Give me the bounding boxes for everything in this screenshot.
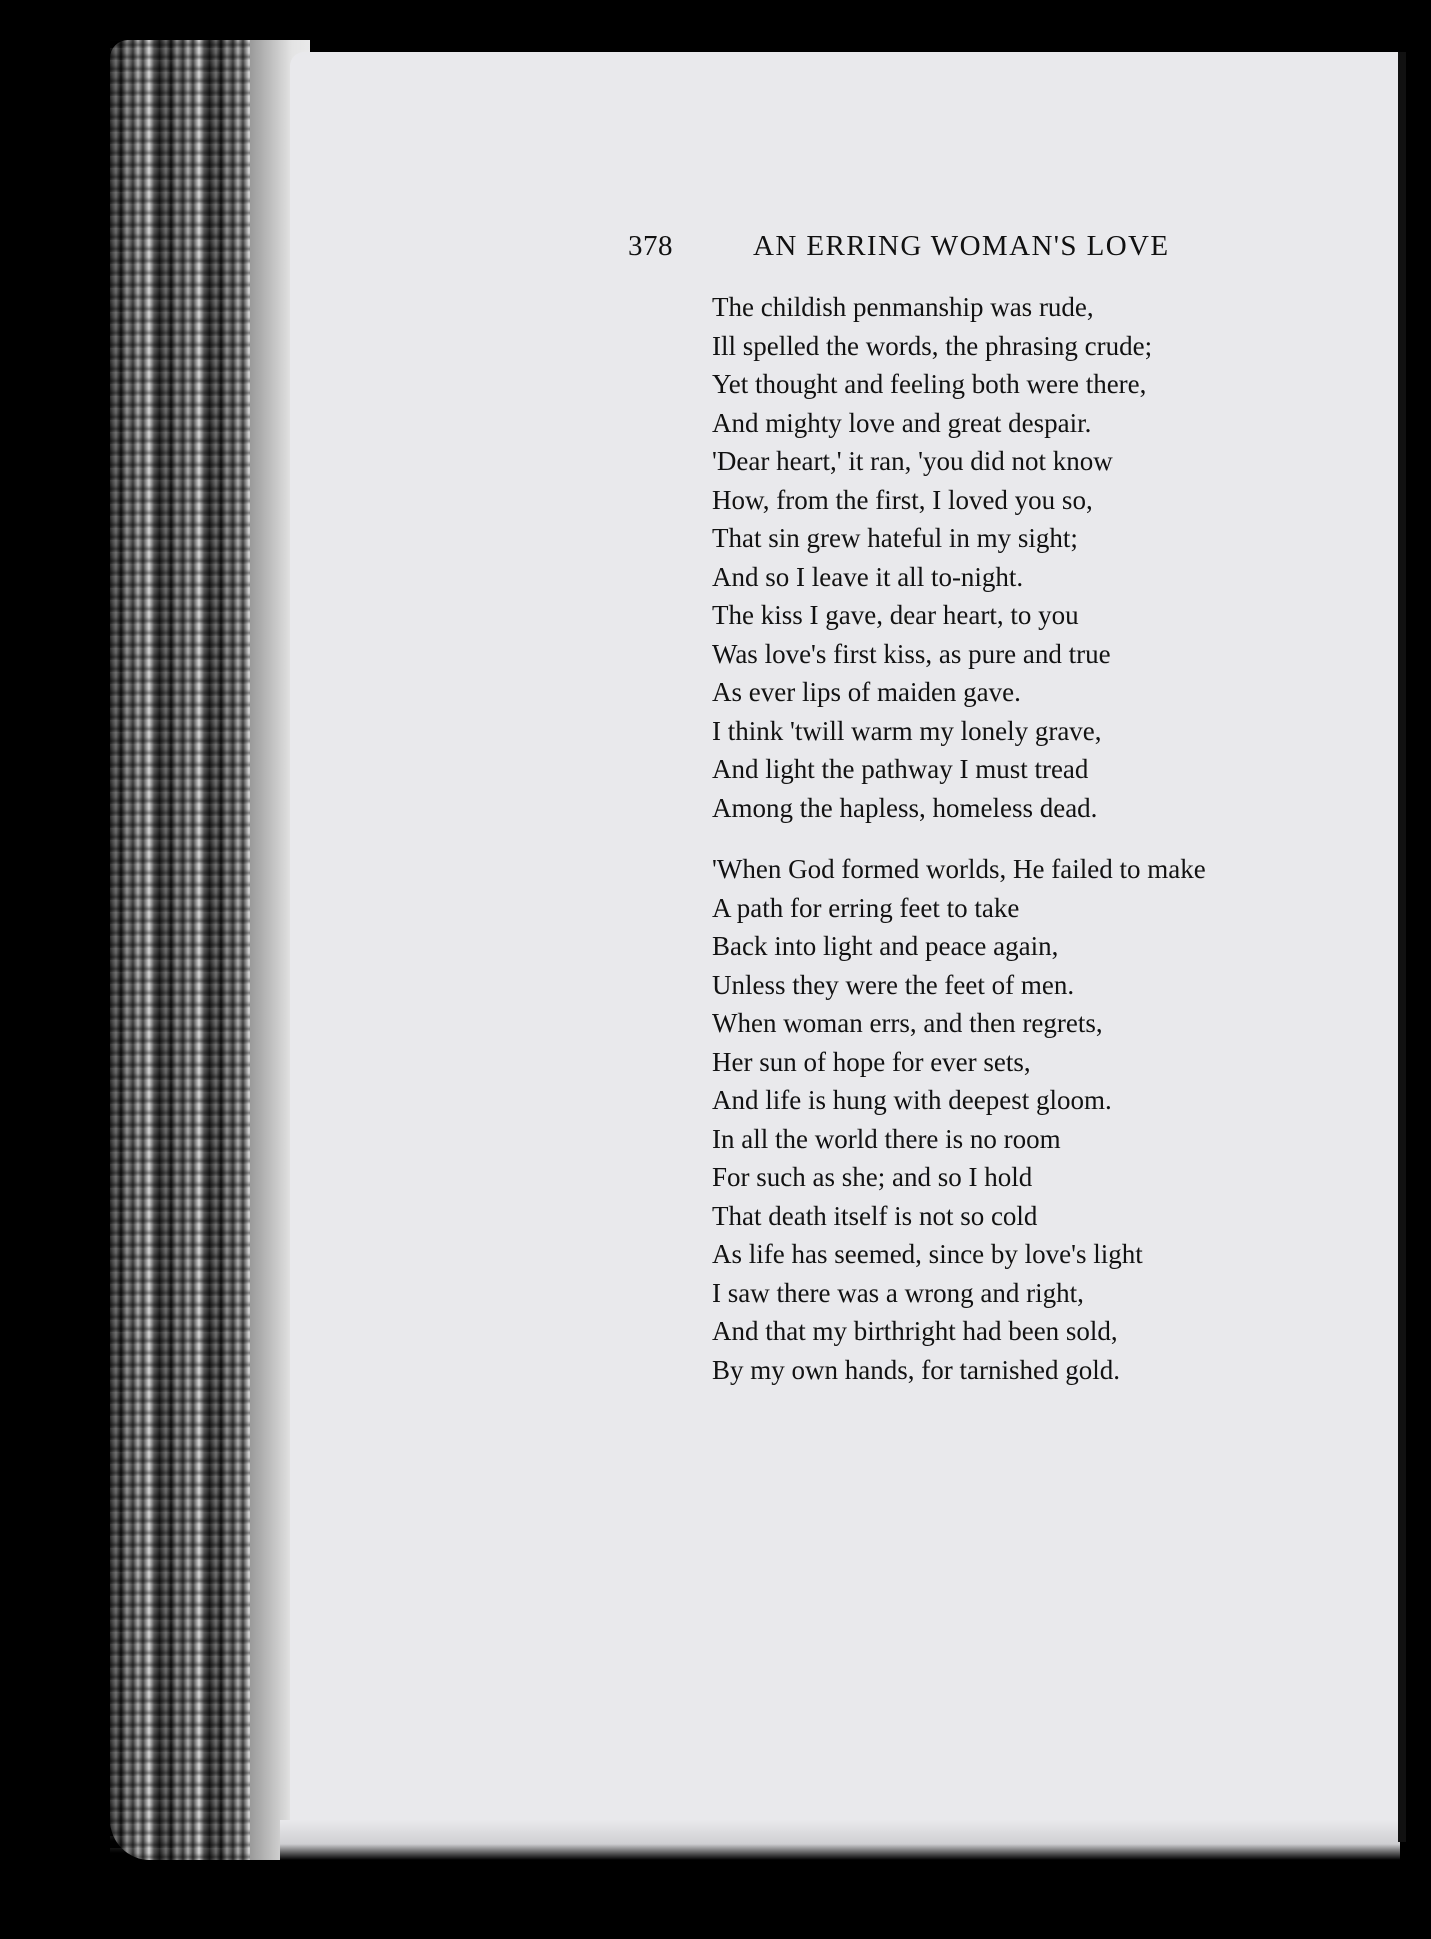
verse-line: In all the world there is no room xyxy=(712,1123,1061,1154)
verse-line: I think 'twill warm my lonely grave, xyxy=(712,715,1102,746)
verse-line: Her sun of hope for ever sets, xyxy=(712,1046,1031,1077)
verse-line: Back into light and peace again, xyxy=(712,931,1059,961)
verse-line: Among the hapless, homeless dead. xyxy=(712,792,1098,823)
verse-line: That death itself is not so cold xyxy=(712,1200,1038,1231)
verse-line: 'Dear heart,' it ran, 'you did not know xyxy=(712,446,1113,476)
verse-line: Was love's first kiss, as pure and true xyxy=(712,638,1111,669)
verse-line: The kiss I gave, dear heart, to you xyxy=(712,600,1079,630)
page-number: 378 xyxy=(628,230,673,262)
verse-line: And light the pathway I must tread xyxy=(712,754,1089,784)
verse-line: And mighty love and great despair. xyxy=(712,407,1092,438)
verse-line: As life has seemed, since by love's light xyxy=(712,1239,1143,1269)
right-page-edge xyxy=(1398,52,1406,1842)
verse-line: That sin grew hateful in my sight; xyxy=(712,523,1078,553)
verse-line: How, from the first, I loved you so, xyxy=(712,484,1093,515)
page-bottom-edge xyxy=(280,1820,1400,1860)
verse-line: Ill spelled the words, the phrasing crude; xyxy=(712,330,1153,361)
verse-line: By my own hands, for tarnished gold. xyxy=(712,1354,1120,1385)
verse-line: When woman errs, and then regrets, xyxy=(712,1008,1103,1038)
verse-line: 'When God formed worlds, He failed to make xyxy=(712,854,1206,884)
verse-line: And that my birthright had been sold, xyxy=(712,1316,1118,1346)
verse-line: And life is hung with deepest gloom. xyxy=(712,1085,1112,1115)
stanza xyxy=(712,288,1152,827)
verse-line: I saw there was a wrong and right, xyxy=(712,1277,1084,1308)
stanza xyxy=(712,850,1206,1389)
verse-line: A path for erring feet to take xyxy=(712,892,1020,923)
verse-line: And so I leave it all to-night. xyxy=(712,561,1024,592)
verse-line: Unless they were the feet of men. xyxy=(712,969,1075,1000)
verse-line: As ever lips of maiden gave. xyxy=(712,677,1021,707)
verse-line: For such as she; and so I hold xyxy=(712,1162,1033,1192)
verse-line: Yet thought and feeling both were there, xyxy=(712,369,1147,399)
running-head: AN ERRING WOMAN'S LOVE xyxy=(753,230,1170,262)
verse-line: The childish penmanship was rude, xyxy=(712,292,1094,322)
